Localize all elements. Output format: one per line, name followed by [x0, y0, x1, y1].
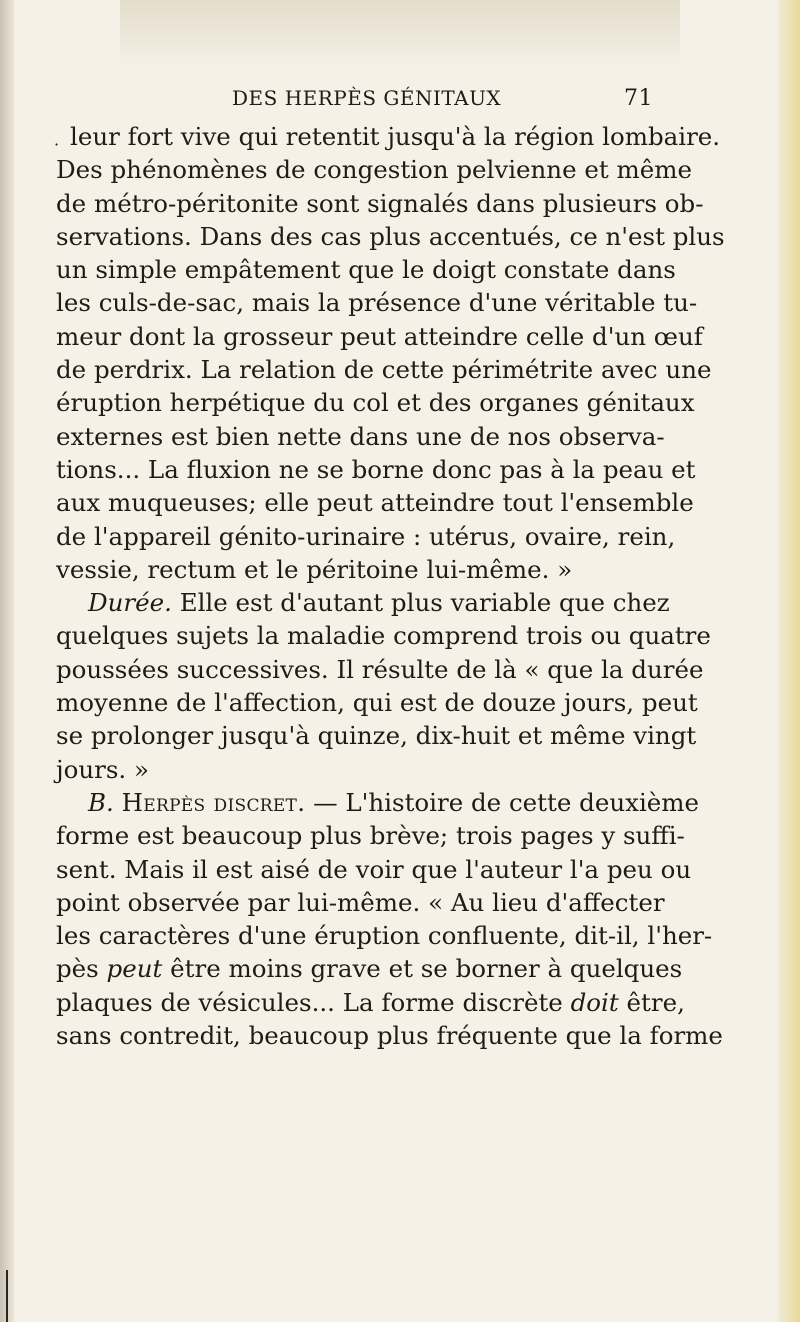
page-gutter-shadow	[0, 0, 14, 1322]
text-line: moyenne de l'affection, qui est de douze jours, peut	[56, 688, 698, 718]
top-shading	[120, 0, 680, 70]
text-line: forme est beaucoup plus brève; trois pages y suffi-	[56, 821, 685, 851]
page-edge	[778, 0, 800, 1322]
text-line	[56, 952, 776, 985]
page-body	[56, 120, 776, 1052]
text-line: point observée par lui-même. « Au lieu d'affecter	[56, 887, 665, 917]
text-line: meur dont la grosseur peut atteindre celle d'un œuf	[56, 321, 703, 351]
text-line	[56, 986, 776, 1019]
text-line: de métro-péritonite sont signalés dans plusieurs ob-	[56, 188, 704, 218]
text-run: être,	[618, 987, 685, 1017]
text-line: poussées successives. Il résulte de là « que la durée	[56, 654, 704, 684]
text-line: vessie, rectum et le péritoine lui-même. »	[56, 554, 573, 584]
section-heading-duree: Durée.	[88, 588, 172, 618]
text-line: se prolonger jusqu'à quinze, dix-huit et même vingt	[56, 721, 697, 751]
text-line: sent. Mais il est aisé de voir que l'auteur l'a peu ou	[56, 854, 692, 884]
text-line	[56, 586, 776, 619]
section-heading-herpes-discret: Herpès discret.	[121, 787, 306, 817]
text-line: tions... La fluxion ne se borne donc pas à la peau et	[56, 454, 696, 484]
text-line: servations. Dans des cas plus accentués, ce n'est plus	[56, 221, 725, 251]
text-line: sans contredit, beaucoup plus fréquente que la forme	[56, 1021, 723, 1051]
italic-word: doit	[570, 987, 619, 1017]
margin-mark: ·	[54, 135, 60, 154]
section-letter: B.	[88, 787, 114, 817]
text-line: éruption herpétique du col et des organes génitaux	[56, 388, 695, 418]
text-line: un simple empâtement que le doigt constate dans	[56, 255, 676, 285]
text-line: aux muqueuses; elle peut atteindre tout l'ensemble	[56, 488, 694, 518]
text-line: les caractères d'une éruption confluente, dit-il, l'her-	[56, 921, 713, 951]
text-line: de perdrix. La relation de cette périmétrite avec une	[56, 355, 712, 385]
text-run: plaques de vésicules... La forme discrète	[56, 987, 571, 1017]
running-title: DES HERPÈS GÉNITAUX	[232, 86, 502, 110]
text-line: de l'appareil génito-urinaire : utérus, ovaire, rein,	[56, 521, 676, 551]
text-line: externes est bien nette dans une de nos observa-	[56, 421, 665, 451]
text-line: Des phénomènes de congestion pelvienne et même	[56, 155, 692, 185]
text-line: jours. »	[56, 754, 149, 784]
gutter-line	[6, 1270, 8, 1322]
page-number: 71	[624, 86, 653, 111]
italic-word: peut	[106, 954, 163, 984]
paragraph-3	[56, 786, 776, 1052]
paragraph-2	[56, 586, 776, 786]
text-run: Elle est d'autant plus variable que chez	[171, 588, 670, 618]
text-run: être moins grave et se borner à quelques	[162, 954, 683, 984]
text-line	[56, 786, 776, 819]
text-run: pès	[56, 954, 107, 984]
text-line: quelques sujets la maladie comprend trois ou quatre	[56, 621, 711, 651]
text-run: — L'histoire de cette deuxième	[305, 787, 700, 817]
text-line: les culs-de-sac, mais la présence d'une véritable tu-	[56, 288, 698, 318]
paragraph-1	[56, 120, 776, 586]
text-line: leur fort vive qui retentit jusqu'à la région lombaire.	[70, 122, 721, 151]
